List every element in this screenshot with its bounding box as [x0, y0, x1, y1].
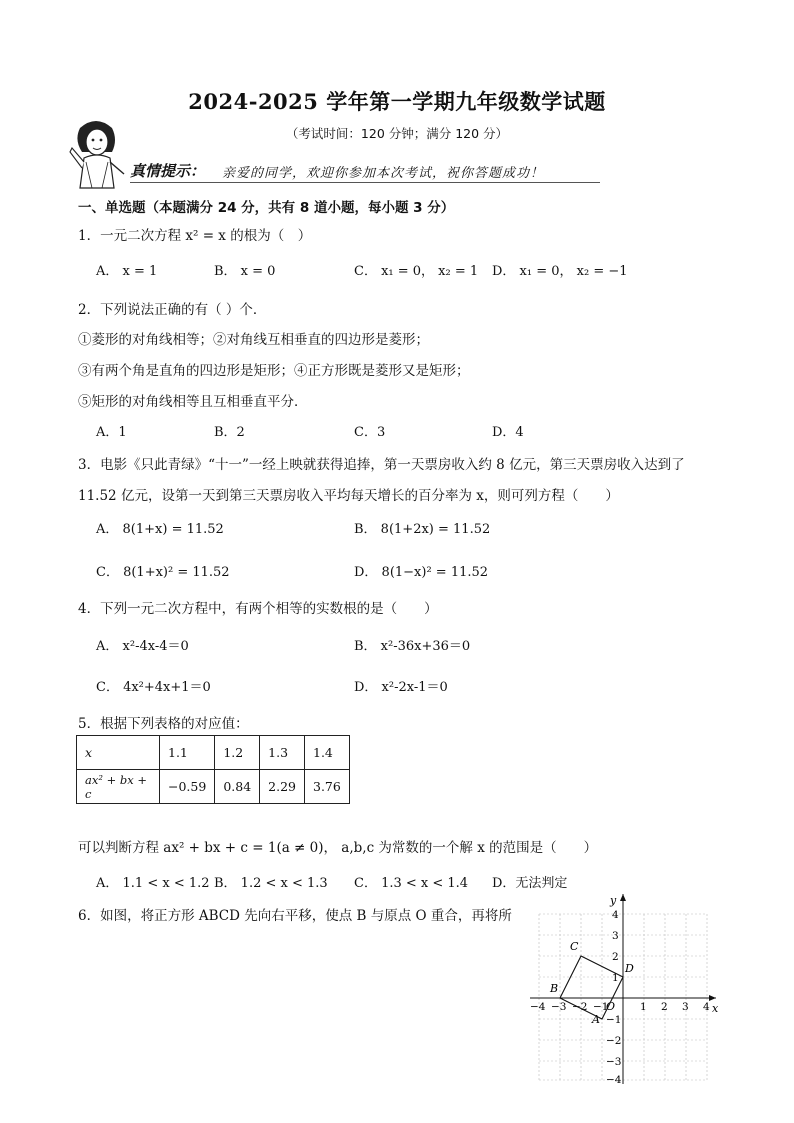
question-6-stem: 6．如图，将正方形 ABCD 先向右平移，使点 B 与原点 O 重合，再将所 — [78, 908, 512, 924]
question-3-option-d: D． 8(1−x)² = 11.52 — [354, 565, 489, 580]
table-cell: 1.3 — [260, 736, 305, 770]
table-cell: ax² + bx + c — [77, 770, 160, 804]
table-cell: 0.84 — [215, 770, 260, 804]
question-4-stem: 4．下列一元二次方程中，有两个相等的实数根的是（ ） — [78, 601, 438, 617]
x-tick-label: 2 — [661, 1001, 668, 1013]
question-4-option-d: D． x²-2x-1＝0 — [354, 680, 448, 695]
question-3-option-c: C． 8(1+x)² = 11.52 — [96, 565, 230, 580]
table-cell: 2.29 — [260, 770, 305, 804]
x-tick-label: 3 — [682, 1001, 689, 1013]
table-row — [77, 736, 350, 770]
coordinate-figure — [526, 890, 722, 1086]
question-2-stem: 2．下列说法正确的有（ ）个． — [78, 302, 267, 318]
table-cell: x — [77, 736, 160, 770]
question-5-option-a: A． 1.1 < x < 1.2 — [96, 876, 210, 891]
question-4-option-b: B． x²-36x+36＝0 — [354, 639, 471, 654]
x-tick-label: 4 — [703, 1001, 710, 1013]
x-tick-label: −4 — [530, 1001, 546, 1013]
question-2-line: ①菱形的对角线相等；②对角线互相垂直的四边形是菱形； — [78, 332, 429, 348]
table-cell: 1.2 — [215, 736, 260, 770]
y-tick-label: 3 — [612, 930, 619, 942]
question-2-option-a: A．1 — [96, 425, 127, 440]
question-5-stem: 5．根据下列表格的对应值： — [78, 716, 249, 732]
question-2-option-b: B．2 — [214, 425, 245, 440]
question-3-line-1: 3．电影《只此青绿》“十一”一经上映就获得追捧，第一天票房收入约 8 亿元，第三天票房收入达到了 — [78, 457, 685, 473]
question-1-option-b: B． x = 0 — [214, 264, 276, 279]
y-tick-label: 4 — [612, 909, 619, 921]
y-tick-label: −3 — [606, 1056, 622, 1068]
y-tick-label: −2 — [606, 1035, 622, 1047]
question-4-option-c: C． 4x²+4x+1＝0 — [96, 680, 211, 695]
y-axis-label: y — [610, 894, 617, 907]
question-1-option-d: D． x₁ = 0， x₂ = −1 — [492, 264, 628, 279]
point-a-label: A — [592, 1013, 600, 1026]
y-tick-label: −4 — [606, 1074, 622, 1086]
question-2-option-d: D．4 — [492, 425, 524, 440]
question-5-option-d: D．无法判定 — [492, 876, 568, 891]
x-tick-label: −2 — [572, 1001, 588, 1013]
tip-text: 亲爱的同学，欢迎你参加本次考试，祝你答题成功！ — [222, 166, 545, 181]
table-cell: 3.76 — [305, 770, 350, 804]
x-axis-label: x — [712, 1002, 719, 1015]
teacher-cartoon-icon — [66, 118, 128, 190]
origin-label: O — [606, 1000, 616, 1013]
section-heading: 一、单选题（本题满分 24 分，共有 8 道小题，每小题 3 分） — [78, 200, 455, 216]
value-table — [76, 735, 350, 804]
x-tick-label: −3 — [551, 1001, 567, 1013]
question-1-option-c: C． x₁ = 0， x₂ = 1 — [354, 264, 479, 279]
question-3-option-b: B． 8(1+2x) = 11.52 — [354, 522, 491, 537]
question-4-option-a: A． x²-4x-4＝0 — [96, 639, 189, 654]
table-cell: 1.4 — [305, 736, 350, 770]
question-2-line: ③有两个角是直角的四边形是矩形；④正方形既是菱形又是矩形； — [78, 363, 470, 379]
x-tick-label: 1 — [640, 1001, 647, 1013]
table-cell: −0.59 — [160, 770, 215, 804]
question-1-option-a: A． x = 1 — [96, 264, 158, 279]
exam-info: （考试时间：120 分钟；满分 120 分） — [285, 126, 509, 141]
question-2-option-c: C．3 — [354, 425, 386, 440]
point-b-label: B — [550, 982, 559, 995]
question-2-line: ⑤矩形的对角线相等且互相垂直平分． — [78, 394, 308, 410]
question-3-option-a: A． 8(1+x) = 11.52 — [96, 522, 224, 537]
question-5-option-c: C． 1.3 < x < 1.4 — [354, 876, 469, 891]
question-1-stem: 1．一元二次方程 x² = x 的根为（ ） — [78, 228, 312, 244]
y-tick-label: 2 — [612, 951, 619, 963]
question-5-line-2: 可以判断方程 ax² + bx + c = 1(a ≠ 0)， a,b,c 为常数的一个解 x 的范围是（ ） — [78, 840, 598, 856]
x-tick-label: −1 — [593, 1001, 609, 1013]
question-5-option-b: B． 1.2 < x < 1.3 — [214, 876, 328, 891]
y-tick-label: −1 — [606, 1014, 622, 1026]
table-row — [77, 770, 350, 804]
table-cell: 1.1 — [160, 736, 215, 770]
page-title: 2024-2025 学年第一学期九年级数学试题 — [188, 89, 606, 114]
tip-label: 真情提示： — [130, 162, 206, 180]
tip-underline — [130, 182, 600, 183]
question-3-line-2: 11.52 亿元，设第一天到第三天票房收入平均每天增长的百分率为 x，则可列方程（ ） — [78, 488, 619, 504]
point-c-label: C — [570, 940, 579, 953]
point-d-label: D — [625, 962, 634, 975]
y-tick-label: 1 — [612, 972, 619, 984]
